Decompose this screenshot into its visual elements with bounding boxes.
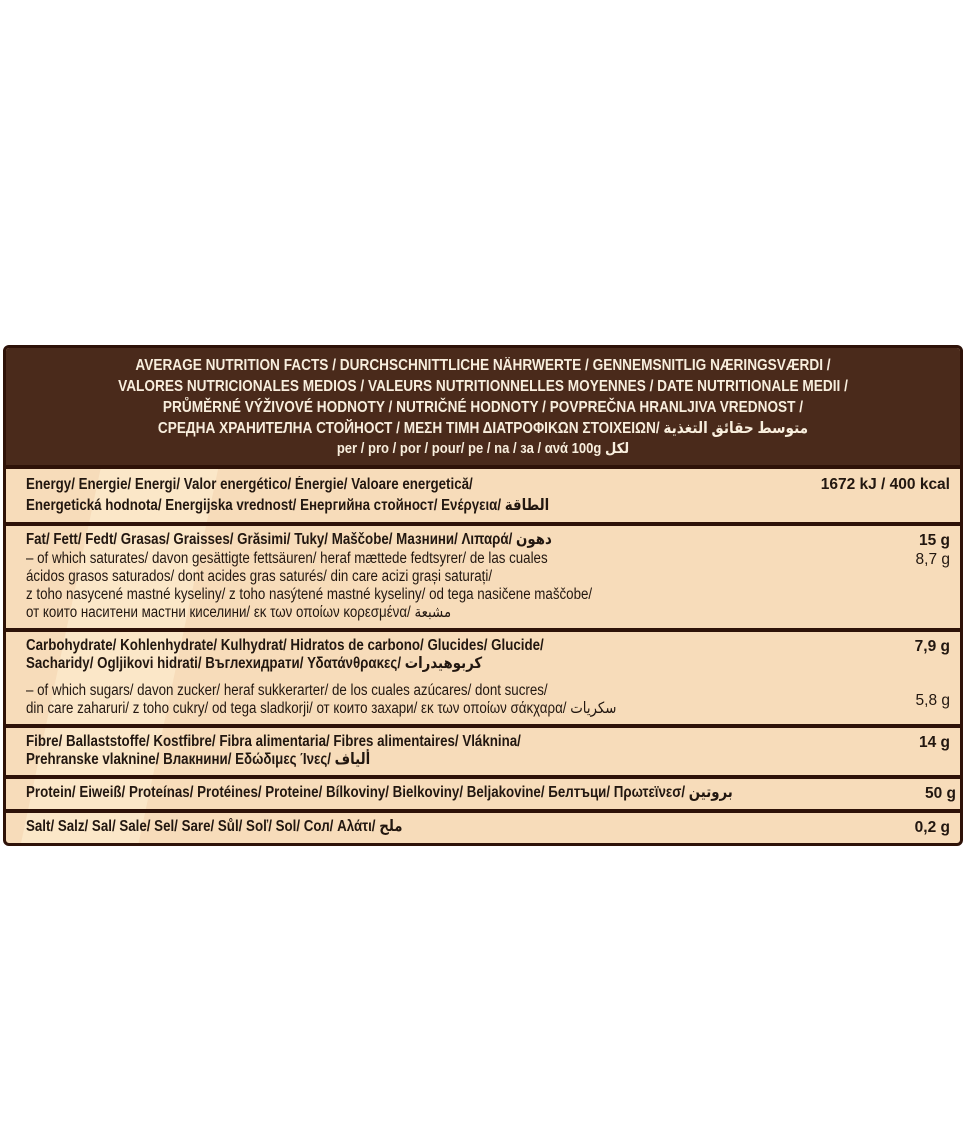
sugars-names-line: din care zaharuri/ z toho cukry/ od tega sladkorji/ от които захари/ εκ των οποίων σάκχαρα/ سكريات xyxy=(26,700,617,717)
row-fibre xyxy=(6,724,960,775)
saturates-names-line: от които наситени мастни киселини/ εκ των οποίων κορεσμένα/ مشبعة xyxy=(26,604,452,621)
carbohydrate-value: 7,9 g xyxy=(914,638,950,655)
energy-names-line: Energetická hodnota/ Energijska vrednost/ Енергийна стойност/ Ενέργεια/ الطاقة xyxy=(26,497,550,514)
per-100g-line: per / pro / por / pour/ pe / na / за / ανά 100g لكل xyxy=(336,441,630,457)
row-carbohydrate xyxy=(6,628,960,724)
energy-names-line: Energy/ Energie/ Energi/ Valor energético/ Énergie/ Valoare energetică/ xyxy=(26,476,473,493)
label-header xyxy=(6,348,960,465)
row-fat xyxy=(6,522,960,628)
header-title-line: СРЕДНА ХРАНИТЕЛНА СТОЙНОСТ / ΜΕΣΗ ΤΙΜΗ ΔΙΑΤΡΟΦΙΚΩΝ ΣΤΟΙΧΕΙΩΝ/ متوسط حقائق التغذية xyxy=(157,420,809,437)
row-energy xyxy=(6,469,960,522)
fat-names-line: Fat/ Fett/ Fedt/ Grasas/ Graisses/ Grăsimi/ Tuky/ Maščobe/ Мазнини/ Λιπαρά/ دهون xyxy=(26,531,552,548)
energy-value: 1672 kJ / 400 kcal xyxy=(820,476,950,493)
saturates-names-line: ácidos grasos saturados/ dont acides gras saturés/ din care acizi grași saturați/ xyxy=(26,568,493,585)
sugars-value: 5,8 g xyxy=(915,691,950,709)
carbohydrate-names-line: Carbohydrate/ Kohlenhydrate/ Kulhydrat/ Hidratos de carbono/ Glucides/ Glucide/ xyxy=(26,637,544,654)
protein-value: 50 g xyxy=(924,785,956,802)
saturates-names-line: – of which saturates/ davon gesättigte fettsäuren/ heraf mættede fedtsyrer/ de las cuales xyxy=(26,550,548,567)
salt-names-line: Salt/ Salz/ Sal/ Sale/ Sel/ Sare/ Sůl/ Soľ/ Sol/ Сол/ Αλάτι/ ملح xyxy=(26,818,403,835)
header-title-line: PRŮMĚRNÉ VÝŽIVOVÉ HODNOTY / NUTRIČNÉ HODNOTY / POVPREČNA HRANLJIVA VREDNOST / xyxy=(162,399,804,416)
label-body xyxy=(6,465,960,843)
row-protein xyxy=(6,775,960,809)
fat-value: 15 g xyxy=(918,532,950,549)
salt-value: 0,2 g xyxy=(914,819,950,836)
nutrition-facts-label xyxy=(3,345,963,846)
sugars-names-line: – of which sugars/ davon zucker/ heraf sukkerarter/ de los cuales azúcares/ dont sucres/ xyxy=(26,682,548,699)
fibre-names-line: Fibre/ Ballaststoffe/ Kostfibre/ Fibra alimentaria/ Fibres alimentaires/ Vláknina/ xyxy=(26,733,521,750)
row-salt xyxy=(6,809,960,843)
saturates-names-line: z toho nasycené mastné kyseliny/ z toho nasýtené mastné kyseliny/ od tega nasičene maščobe/ xyxy=(26,586,593,603)
fibre-names-line: Prehranske vlaknine/ Влакнини/ Εδώδιμες Ίνες/ ألياف xyxy=(26,751,371,768)
header-title-line: VALORES NUTRICIONALES MEDIOS / VALEURS NUTRITIONNELLES MOYENNES / DATE NUTRITIONALE MEDII / xyxy=(118,378,848,395)
saturates-value: 8,7 g xyxy=(915,551,950,568)
fibre-value: 14 g xyxy=(918,734,950,751)
carbohydrate-names-line: Sacharidy/ Ogljikovi hidrati/ Въглехидрати/ Υδατάνθρακες/ كربوهيدرات xyxy=(26,655,483,672)
header-title-line: AVERAGE NUTRITION FACTS / DURCHSCHNITTLICHE NÄHRWERTE / GENNEMSNITLIG NÆRINGSVÆRDI / xyxy=(135,357,831,374)
protein-names-line: Protein/ Eiweiß/ Proteínas/ Protéines/ Proteine/ Bílkoviny/ Bielkoviny/ Beljakovine/ Белтъци/ Πρωτεϊνεσ/ بروتين xyxy=(26,784,733,801)
